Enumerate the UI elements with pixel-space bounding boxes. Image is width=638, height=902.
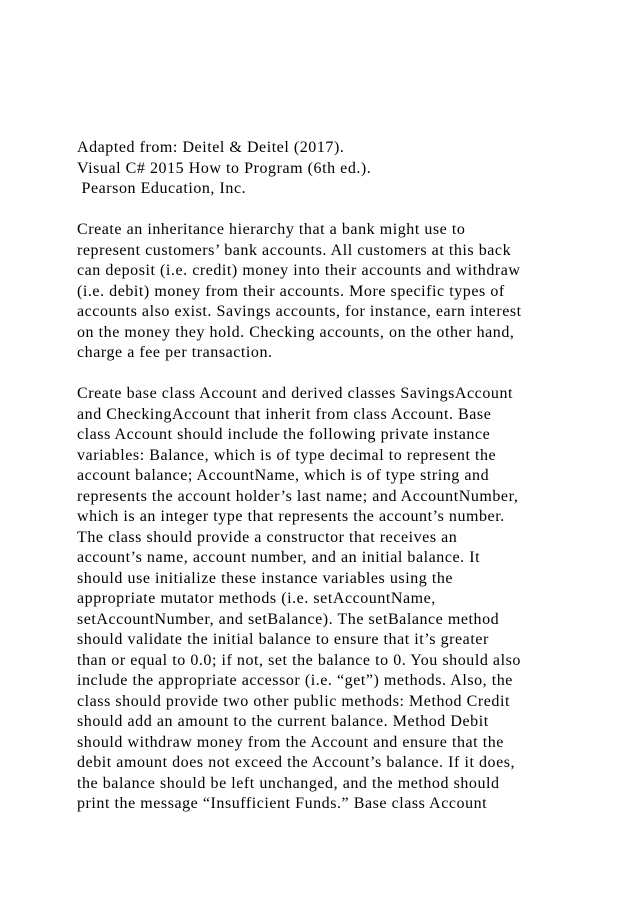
text-line: variables: Balance, which is of type decimal to represent the xyxy=(77,446,497,464)
text-line: charge a fee per transaction. xyxy=(77,344,273,361)
text-line: (i.e. debit) money from their accounts. More specific types of xyxy=(77,282,505,300)
text-line: account balance; AccountName, which is of type string and xyxy=(77,467,490,484)
text-line: than or equal to 0.0; if not, set the balance to 0. You should also xyxy=(77,651,521,669)
text-line: debit amount does not exceed the Account’s balance. If it does, xyxy=(77,754,516,771)
text-line: The class should provide a constructor that receives an xyxy=(77,528,458,546)
text-line: on the money they hold. Checking accounts, on the other hand, xyxy=(77,323,515,341)
text-line: should add an amount to the current balance. Method Debit xyxy=(77,713,489,730)
text-line: can deposit (i.e. credit) money into their accounts and withdraw xyxy=(77,262,521,279)
text-line: should validate the initial balance to ensure that it’s greater xyxy=(77,631,489,648)
paragraph-spacer xyxy=(77,364,622,385)
text-line: Create base class Account and derived classes SavingsAccount xyxy=(77,385,513,402)
text-line: appropriate mutator methods (i.e. setAccountName, xyxy=(77,590,436,607)
paragraph-spacer xyxy=(77,200,622,221)
text-line: and CheckingAccount that inherit from class Account. Base xyxy=(77,405,492,423)
citation-line: Adapted from: Deitel & Deitel (2017). xyxy=(77,139,345,156)
text-line: setAccountNumber, and setBalance). The setBalance method xyxy=(77,610,500,628)
citation-block xyxy=(77,138,622,200)
paragraph-requirements xyxy=(77,384,622,815)
document-body xyxy=(77,138,622,815)
text-line: the balance should be left unchanged, and the method should xyxy=(77,774,500,792)
text-line: print the message “Insufficient Funds.” Base class Account xyxy=(77,795,488,812)
text-line: should withdraw money from the Account and ensure that the xyxy=(77,733,504,751)
text-line: include the appropriate accessor (i.e. “get”) methods. Also, the xyxy=(77,672,513,689)
text-line: should use initialize these instance variables using the xyxy=(77,569,454,587)
citation-line: Pearson Education, Inc. xyxy=(77,180,247,197)
text-line: accounts also exist. Savings accounts, for instance, earn interest xyxy=(77,303,522,320)
text-line: represents the account holder’s last name; and AccountNumber, xyxy=(77,487,519,505)
text-line: which is an integer type that represents the account’s number. xyxy=(77,508,505,525)
text-line: class should provide two other public methods: Method Credit xyxy=(77,692,510,710)
text-line: Create an inheritance hierarchy that a bank might use to xyxy=(77,221,466,238)
text-line: class Account should include the following private instance xyxy=(77,426,491,443)
paragraph-intro xyxy=(77,220,622,364)
text-line: represent customers’ bank accounts. All customers at this back xyxy=(77,241,512,259)
citation-line: Visual C# 2015 How to Program (6th ed.). xyxy=(77,159,372,177)
text-line: account’s name, account number, and an initial balance. It xyxy=(77,549,481,566)
